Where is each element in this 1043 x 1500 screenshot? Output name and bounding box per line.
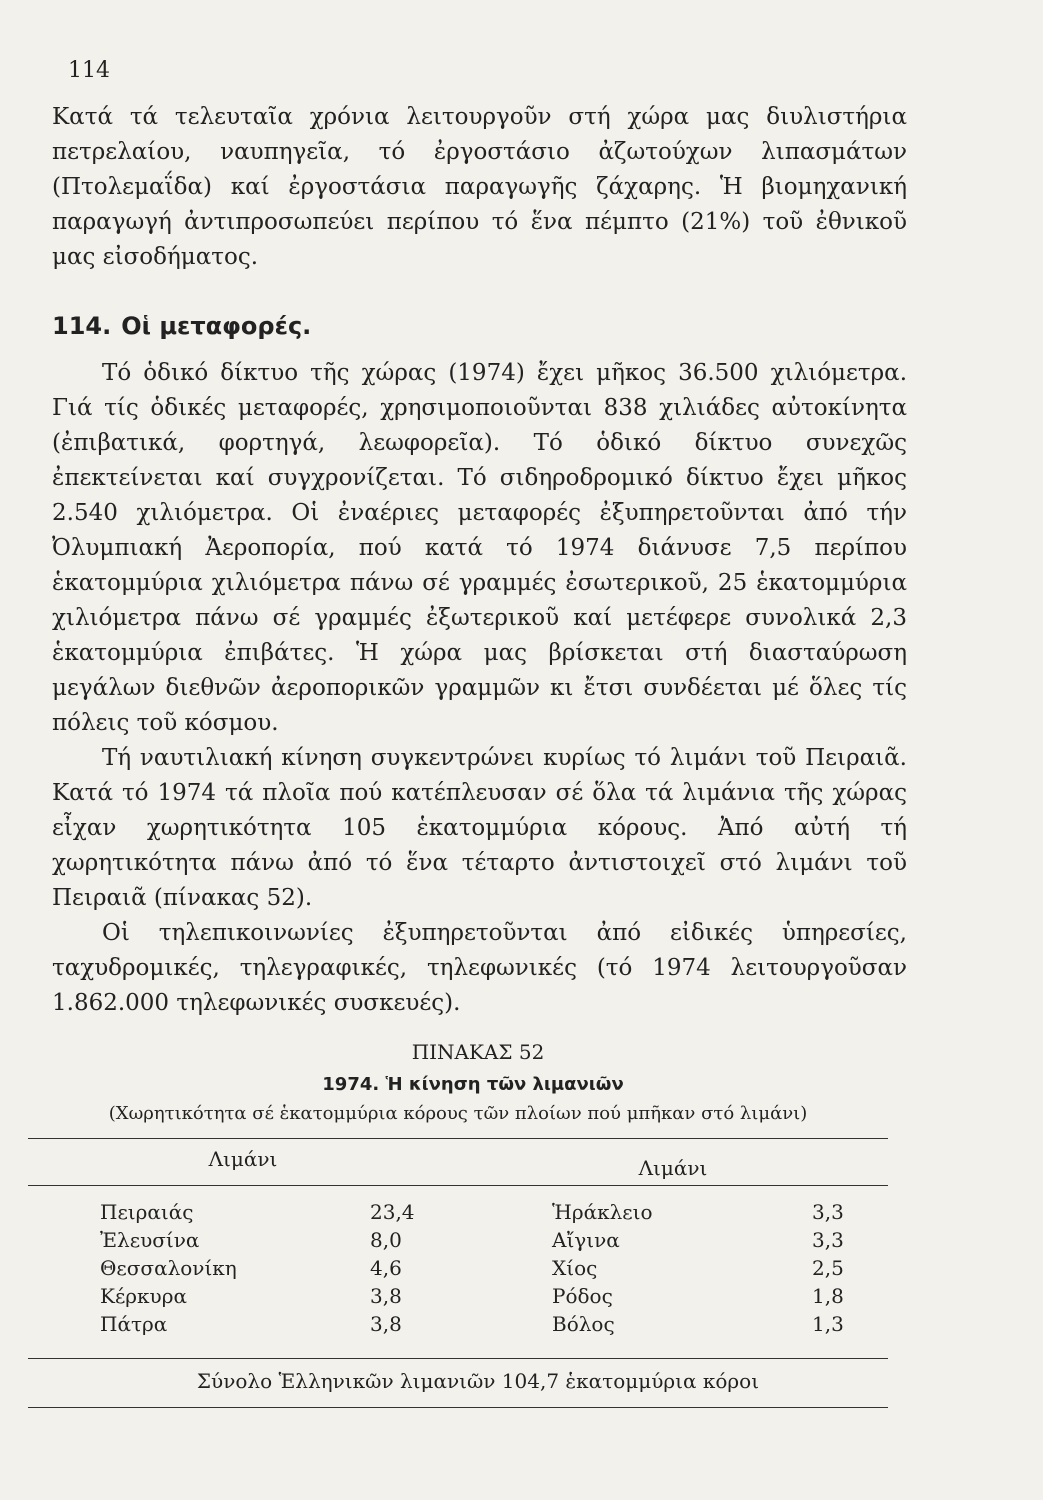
port-name: Βόλος bbox=[552, 1312, 615, 1336]
table-label: ΠΙΝΑΚΑΣ 52 bbox=[411, 1040, 545, 1064]
table-row bbox=[28, 1282, 458, 1310]
table-body bbox=[28, 1186, 888, 1358]
port-value: 3,3 bbox=[812, 1200, 844, 1224]
section-body bbox=[52, 356, 907, 1021]
port-value: 3,8 bbox=[370, 1312, 402, 1336]
table-row bbox=[28, 1226, 458, 1254]
column-header-left: Λιμάνι bbox=[208, 1147, 278, 1171]
port-value: 2,5 bbox=[812, 1256, 844, 1280]
page-number: 114 bbox=[68, 58, 110, 83]
port-value: 3,3 bbox=[812, 1228, 844, 1252]
section-number: 114. bbox=[52, 312, 112, 340]
table-row bbox=[458, 1254, 888, 1282]
table-subtitle: (Χωρητικότητα σέ ἑκατομμύρια κόρους τῶν πλοίων πού μπῆκαν στό λιμάνι) bbox=[108, 1103, 808, 1124]
table-title: 1974. Ἡ κίνηση τῶν λιμανιῶν bbox=[322, 1074, 624, 1095]
port-value: 3,8 bbox=[370, 1284, 402, 1308]
column-header-right: Λιμάνι bbox=[638, 1156, 708, 1180]
port-name: Θεσσαλονίκη bbox=[100, 1256, 237, 1280]
table-row bbox=[458, 1282, 888, 1310]
port-value: 23,4 bbox=[370, 1200, 415, 1224]
port-value: 8,0 bbox=[370, 1228, 402, 1252]
left-column bbox=[28, 1198, 458, 1358]
section-title: Οἱ μεταφορές. bbox=[121, 312, 312, 340]
table-row bbox=[458, 1310, 888, 1338]
port-name: Ἐλευσίνα bbox=[100, 1228, 200, 1252]
port-name: Κέρκυρα bbox=[100, 1284, 187, 1308]
paragraph-shipping: Τή ναυτιλιακή κίνηση συγκεντρώνει κυρίως τό λιμάνι τοῦ Πειραιᾶ. Κατά τό 1974 τά πλοῖα πού κατέπλευσαν σέ ὅλα τά λιμάνια τῆς χώρας εἶχαν χωρητικότητα 105 ἑκατομμύρια κόρους. Ἀπό αὐτή τή χωρητικότητα πάνω ἀπό τό ἕνα τέταρτο ἀντιστοιχεῖ στό λιμάνι τοῦ Πειραιᾶ (πίνακας 52). bbox=[52, 745, 907, 911]
paragraph-telecom: Οἱ τηλεπικοινωνίες ἐξυπηρετοῦνται ἀπό εἰδικές ὑπηρεσίες, ταχυδρομικές, τηλεγραφικές, τηλεφωνικές (τό 1974 λειτουργοῦσαν 1.862.000 τηλεφωνικές συσκευές). bbox=[52, 920, 907, 1016]
port-name: Ρόδος bbox=[552, 1284, 613, 1308]
table-row bbox=[458, 1226, 888, 1254]
port-value: 1,3 bbox=[812, 1312, 844, 1336]
table-row bbox=[28, 1198, 458, 1226]
section-heading bbox=[52, 312, 311, 340]
port-value: 1,8 bbox=[812, 1284, 844, 1308]
port-name: Πάτρα bbox=[100, 1312, 168, 1336]
right-column bbox=[458, 1198, 888, 1358]
table-row bbox=[28, 1310, 458, 1338]
table-row bbox=[458, 1198, 888, 1226]
intro-paragraph: Κατά τά τελευταῖα χρόνια λειτουργοῦν στή χώρα μας διυλιστήρια πετρελαίου, ναυπηγεῖα, τό ἐργοστάσιο ἀζωτούχων λιπασμάτων (Πτολεμαΐδα) καί ἐργοστάσια παραγωγῆς ζάχαρης. Ἡ βιομηχανική παραγωγή ἀντιπροσωπεύει περίπου τό ἕνα πέμπτο (21%) τοῦ ἐθνικοῦ μας εἰσοδήματος. bbox=[52, 104, 907, 270]
table-bottom-rule bbox=[28, 1407, 888, 1408]
port-name: Ἡράκλειο bbox=[552, 1200, 653, 1224]
table-total: Σύνολο Ἑλληνικῶν λιμανιῶν 104,7 ἑκατομμύρια κόροι bbox=[196, 1369, 760, 1393]
table-row bbox=[28, 1254, 458, 1282]
paragraph-transport: Τό ὁδικό δίκτυο τῆς χώρας (1974) ἔχει μῆκος 36.500 χιλιόμετρα. Γιά τίς ὁδικές μεταφορές, χρησιμοποιοῦνται 838 χιλιάδες αὐτοκίνητα (ἐπιβατικά, φορτηγά, λεωφορεῖα). Τό ὁδικό δίκτυο συνεχῶς ἐπεκτείνεται καί συγχρονίζεται. Τό σιδηροδρομικό δίκτυο ἔχει μῆκος 2.540 χιλιόμετρα. Οἱ ἐναέριες μεταφορές ἐξυπηρετοῦνται ἀπό τήν Ὀλυμπιακή Ἀεροπορία, πού κατά τό 1974 διάνυσε 7,5 περίπου ἑκατομμύρια χιλιόμετρα πάνω σέ γραμμές ἐσωτερικοῦ, 25 ἑκατομμύρια χιλιόμετρα πάνω σέ γραμμές ἐξωτερικοῦ καί μετέφερε συνολικά 2,3 ἑκατομμύρια ἐπιβάτες. Ἡ χώρα μας βρίσκεται στή διασταύρωση μεγάλων διεθνῶν ἀεροπορικῶν γραμμῶν κι ἔτσι συνδέεται μέ ὅλες τίς πόλεις τοῦ κόσμου. bbox=[52, 360, 907, 736]
port-value: 4,6 bbox=[370, 1256, 402, 1280]
port-name: Πειραιάς bbox=[100, 1200, 194, 1224]
table-header-row bbox=[28, 1139, 888, 1179]
port-name: Χίος bbox=[552, 1256, 598, 1280]
ports-table bbox=[28, 1040, 888, 1408]
port-name: Αἴγινα bbox=[552, 1228, 620, 1252]
